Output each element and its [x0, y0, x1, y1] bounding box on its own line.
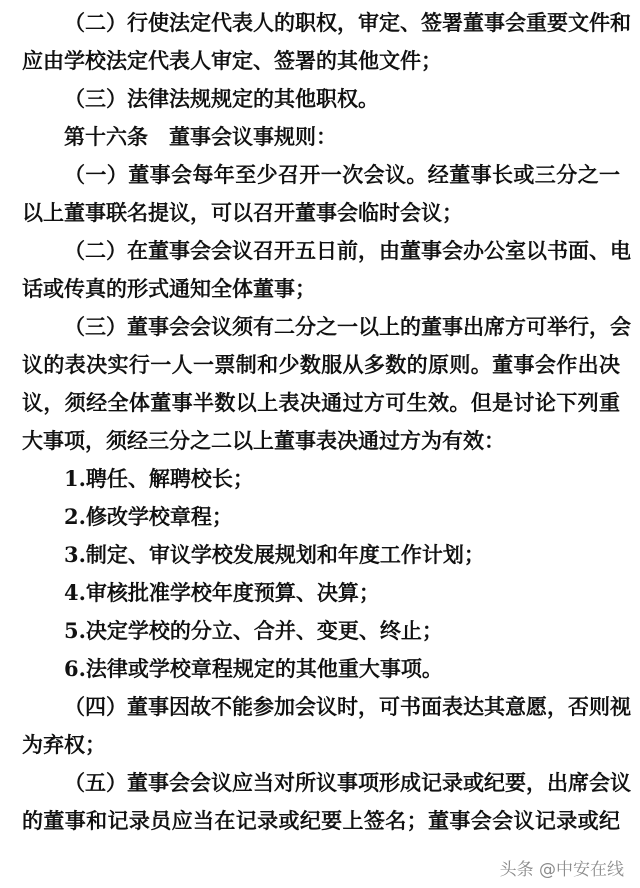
text-line: 为弃权； — [22, 732, 106, 757]
text-line: （二）行使法定代表人的职权，审定、签署董事会重要文件和 — [64, 10, 631, 35]
list-item: 5.决定学校的分立、合并、变更、终止； — [64, 618, 443, 643]
text-line: 议的表决实行一人一票制和少数服从多数的原则。董事会作出决 — [22, 352, 620, 377]
list-item: 2.修改学校章程； — [64, 504, 233, 529]
text-line: 大事项，须经三分之二以上董事表决通过方为有效： — [22, 428, 505, 453]
text-line: 话或传真的形式通知全体董事； — [22, 276, 316, 301]
watermark: 头条 @中安在线 — [499, 860, 624, 880]
text-line: 的董事和记录员应当在记录或纪要上签名；董事会会议记录或纪 — [22, 808, 620, 833]
text-line: （五）董事会会议应当对所议事项形成记录或纪要，出席会议 — [64, 770, 631, 795]
text-line: （四）董事因故不能参加会议时，可书面表达其意愿，否则视 — [64, 694, 631, 719]
document-page — [0, 4, 640, 840]
list-item: 1.聘任、解聘校长； — [64, 466, 254, 491]
text-line: （一）董事会每年至少召开一次会议。经董事长或三分之一 — [64, 162, 620, 187]
article-heading: 第十六条 董事会议事规则： — [64, 124, 337, 149]
list-item: 6.法律或学校章程规定的其他重大事项。 — [64, 656, 443, 681]
text-line: （二）在董事会会议召开五日前，由董事会办公室以书面、电 — [64, 238, 631, 263]
text-line: 应由学校法定代表人审定、签署的其他文件； — [22, 48, 442, 73]
text-line: 议，须经全体董事半数以上表决通过方可生效。但是讨论下列重 — [22, 390, 620, 415]
text-line: （三）法律法规规定的其他职权。 — [64, 86, 379, 111]
text-line: 以上董事联名提议，可以召开董事会临时会议； — [22, 200, 463, 225]
text-line: （三）董事会会议须有二分之一以上的董事出席方可举行，会 — [64, 314, 631, 339]
list-item: 4.审核批准学校年度预算、决算； — [64, 580, 380, 605]
list-item: 3.制定、审议学校发展规划和年度工作计划； — [64, 542, 485, 567]
